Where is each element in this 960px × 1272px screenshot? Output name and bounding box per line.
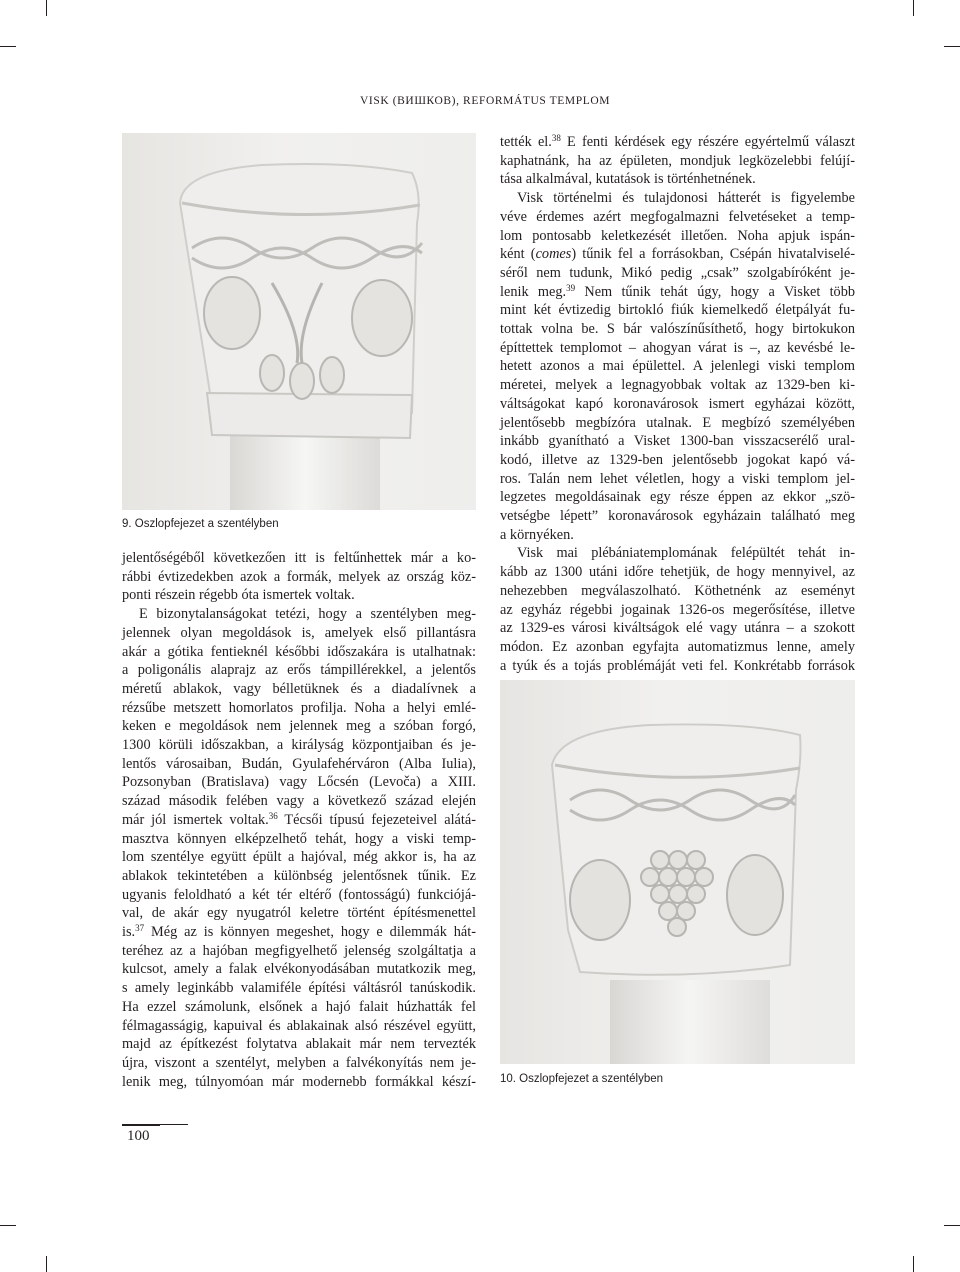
text-span: Técsői típusú fejezeteivel alátá- [277, 811, 476, 828]
text-span-italic: comes [535, 246, 572, 263]
text-line: vetségbe lépett” koronavárosok egyházain található meg [500, 508, 855, 525]
text-line: akár a gótika fentieknél későbbi időszakára is utalhatnak: [122, 643, 476, 660]
text-line: Ha ezzel számolunk, elsőnek a hajó falait húzhatták fel [122, 998, 476, 1015]
text-line: a tyúk és a tojás problémáját veti fel. Konkrétabb források [500, 657, 855, 674]
text-line: lom szentélye együtt épült a hajóval, még akkor is, ha az [122, 849, 476, 866]
text-line: masztva könnyen elképzelhető tehát, hogy a viski temp- [122, 830, 476, 847]
text-line: val, de akár egy nyugatról keletre történt építésmenettel [122, 905, 476, 922]
text-span: tették el. [500, 134, 552, 150]
crop-mark [913, 0, 914, 16]
text-span: ként ( [500, 246, 536, 263]
text-line: inkább gyanítható a Visket 1300-ban visszacserélő ural- [500, 433, 855, 450]
text-line: 1300 körüli időszakban, a királyság központjaiban és je- [122, 737, 476, 754]
text-line: legzetes megoldásainak egy része éppen az ekkor „szö- [500, 489, 855, 506]
text-span: lenik meg. [500, 283, 567, 300]
text-line: kulcsot, amely a falak elvékonyodásában mutatkozik meg, [122, 961, 476, 978]
text-line: félmagasságig, kapuival és ablakainak alsó részével együtt, [122, 1017, 476, 1034]
footnote-ref[interactable]: 39 [566, 282, 576, 293]
text-line: majd az építkezést folytatva ablakait már nem tervezték [122, 1036, 476, 1053]
left-text-column [122, 549, 476, 1091]
footnote-ref[interactable]: 36 [268, 810, 278, 821]
text-span: Nem tűnik tehát úgy, hogy a Visket több [575, 283, 856, 300]
figure-10-caption: 10. Oszlopfejezet a szentélyben [500, 1073, 664, 1085]
crop-mark [46, 1256, 47, 1272]
text-line: véve érdemes azért megfogalmazni felvetéseket a temp- [500, 208, 855, 225]
text-line [122, 811, 476, 830]
crop-mark [0, 1225, 16, 1226]
page-number-rule-accent [122, 1124, 160, 1126]
text-line: az 1329-es városi kiváltságok elé vagy utánra – a szokott [500, 620, 855, 637]
text-line: jelentősebb megbízóra utalnak. E megbízó személyében [500, 414, 855, 431]
text-line: század második felében vagy a következő század elején [122, 793, 476, 810]
text-line: Visk mai plébániatemplomának felépültét tehát in- [517, 545, 855, 562]
text-line: lom pontosabb keletkezését illetően. Noha apjuk ispán- [500, 227, 855, 244]
text-line [500, 283, 855, 302]
text-line: ponti részein régebb óta ismertek voltak. [122, 587, 355, 604]
text-line: váltságokat kapó koronavárosok ismert egyházai között, [500, 395, 855, 412]
text-line: mint két évtizedig birtokló fiúk kiemelkedő életpályát fu- [500, 302, 855, 319]
page-number: 100 [127, 1128, 150, 1144]
text-line: nehezebben megválaszolható. Köthetnénk az eseményt [500, 582, 855, 599]
text-line: teréhez az a hajóban megfigyelhető jelenség szolgáltatja a [122, 942, 476, 959]
text-line: tása alkalmával, kutatások is történhetnének. [500, 171, 756, 188]
text-span: már jól ismertek voltak. [122, 811, 269, 828]
text-line: Visk történelmi és tulajdonosi hátterét is figyelembe [517, 190, 855, 207]
figure-10-photo [500, 680, 855, 1064]
figure-9-photo [122, 133, 476, 510]
text-line: séről nem tudunk, Mikó pedig „csak” szolgabíróként je- [500, 264, 855, 281]
text-span: E fenti kérdések egy részére egyértelmű választ [560, 134, 855, 150]
text-line: E bizonytalanságokat tetézi, hogy a szentélyben meg- [139, 606, 476, 623]
text-line: a poligonális alaprajz az erős támpillérekkel, a jelentős [122, 662, 476, 679]
text-line: rábbi évtizedekben azok a formák, melyek az ország köz- [122, 568, 476, 585]
crop-mark [913, 1256, 914, 1272]
text-line [500, 245, 855, 264]
text-line: módon. Ez azonban egyfajta automatizmus lenne, amely [500, 638, 855, 655]
text-span: Még az is könnyen megeshet, hogy e dilemmák hát- [144, 924, 476, 941]
text-line [122, 923, 476, 942]
text-line: jelentőségéből következően itt is feltűnhettek már a ko- [122, 550, 476, 566]
text-line: s amely leginkább valamiféle építési váltásról tanúskodik. [122, 980, 476, 997]
footnote-ref[interactable]: 37 [135, 923, 145, 934]
footnote-ref[interactable]: 38 [551, 133, 561, 143]
text-line: rézsűbe metszett homorlatos profilja. Noha a helyi emlé- [122, 699, 476, 716]
text-span: is. [122, 924, 136, 941]
capital-photo-icon [122, 133, 476, 510]
text-line: kább az 1300 utáni időre tehetjük, de hogy mennyivel, az [500, 564, 855, 581]
figure-9-caption: 9. Oszlopfejezet a szentélyben [122, 518, 279, 530]
capital-photo-icon [500, 680, 855, 1064]
text-line: jelennek olyan megoldások is, amelyek első pillantásra [122, 624, 476, 641]
text-line: kaphatnánk, ha az épületen, mondjuk legközelebbi felújí- [500, 152, 855, 169]
text-line: lentős városaiban, Budán, Gyulafehérváron (Alba Iulia), [122, 755, 476, 772]
running-header: VISK (ВИШКОВ), REFORMÁTUS TEMPLOM [360, 95, 611, 107]
text-line: méretei, melyek a legnagyobbak voltak az 1329-ben ki- [500, 377, 855, 394]
text-line: hetett azonos a mai épülettel. A jelenlegi viski templom [500, 358, 855, 375]
text-line: ablakok tekintetében a különbség jelentősnek tűnik. Ez [122, 867, 476, 884]
crop-mark [944, 46, 960, 47]
text-line: lenik meg, túlnyomóan már modernebb formákkal készí- [122, 1073, 476, 1090]
crop-mark [0, 46, 16, 47]
text-line: az egyház régebbi jogainak 1326-os megerősítése, illetve [500, 601, 855, 618]
text-line: építtettek templomot – ahogyan várat is –, az kevésbé le- [500, 339, 855, 356]
text-line: a környéken. [500, 526, 574, 543]
text-line: keken e megoldások nem jelennek meg a szóban forgó, [122, 718, 476, 735]
text-span: ) tűnik fel a forrásokban, Csépán hivatalviselé- [571, 246, 855, 263]
text-line: újra, viszont a szentélyt, melyben a falvékonyítás nem je- [122, 1054, 476, 1071]
text-line: tottak volna be. S bár valószínűsíthető, hogy birtokukon [500, 321, 855, 338]
text-line: ros. Talán nem lehet véletlen, hogy a viski templom jel- [500, 470, 855, 487]
text-line: Pozsonyban (Bratislava) vagy Lőcsén (Levoča) a XIII. [122, 774, 476, 791]
text-line: méretű ablakok, vagy bélletüknek és a diadalívnek a [122, 680, 476, 697]
text-line [500, 133, 855, 152]
right-text-column [500, 133, 855, 675]
text-line: ugyanis feloldható a két tér eltérő (fontosságú) funkciójá- [122, 886, 476, 903]
crop-mark [46, 0, 47, 16]
text-line: kodó, illetve az 1329-ben jelentősebb jogokat kapó vá- [500, 451, 855, 468]
crop-mark [944, 1225, 960, 1226]
